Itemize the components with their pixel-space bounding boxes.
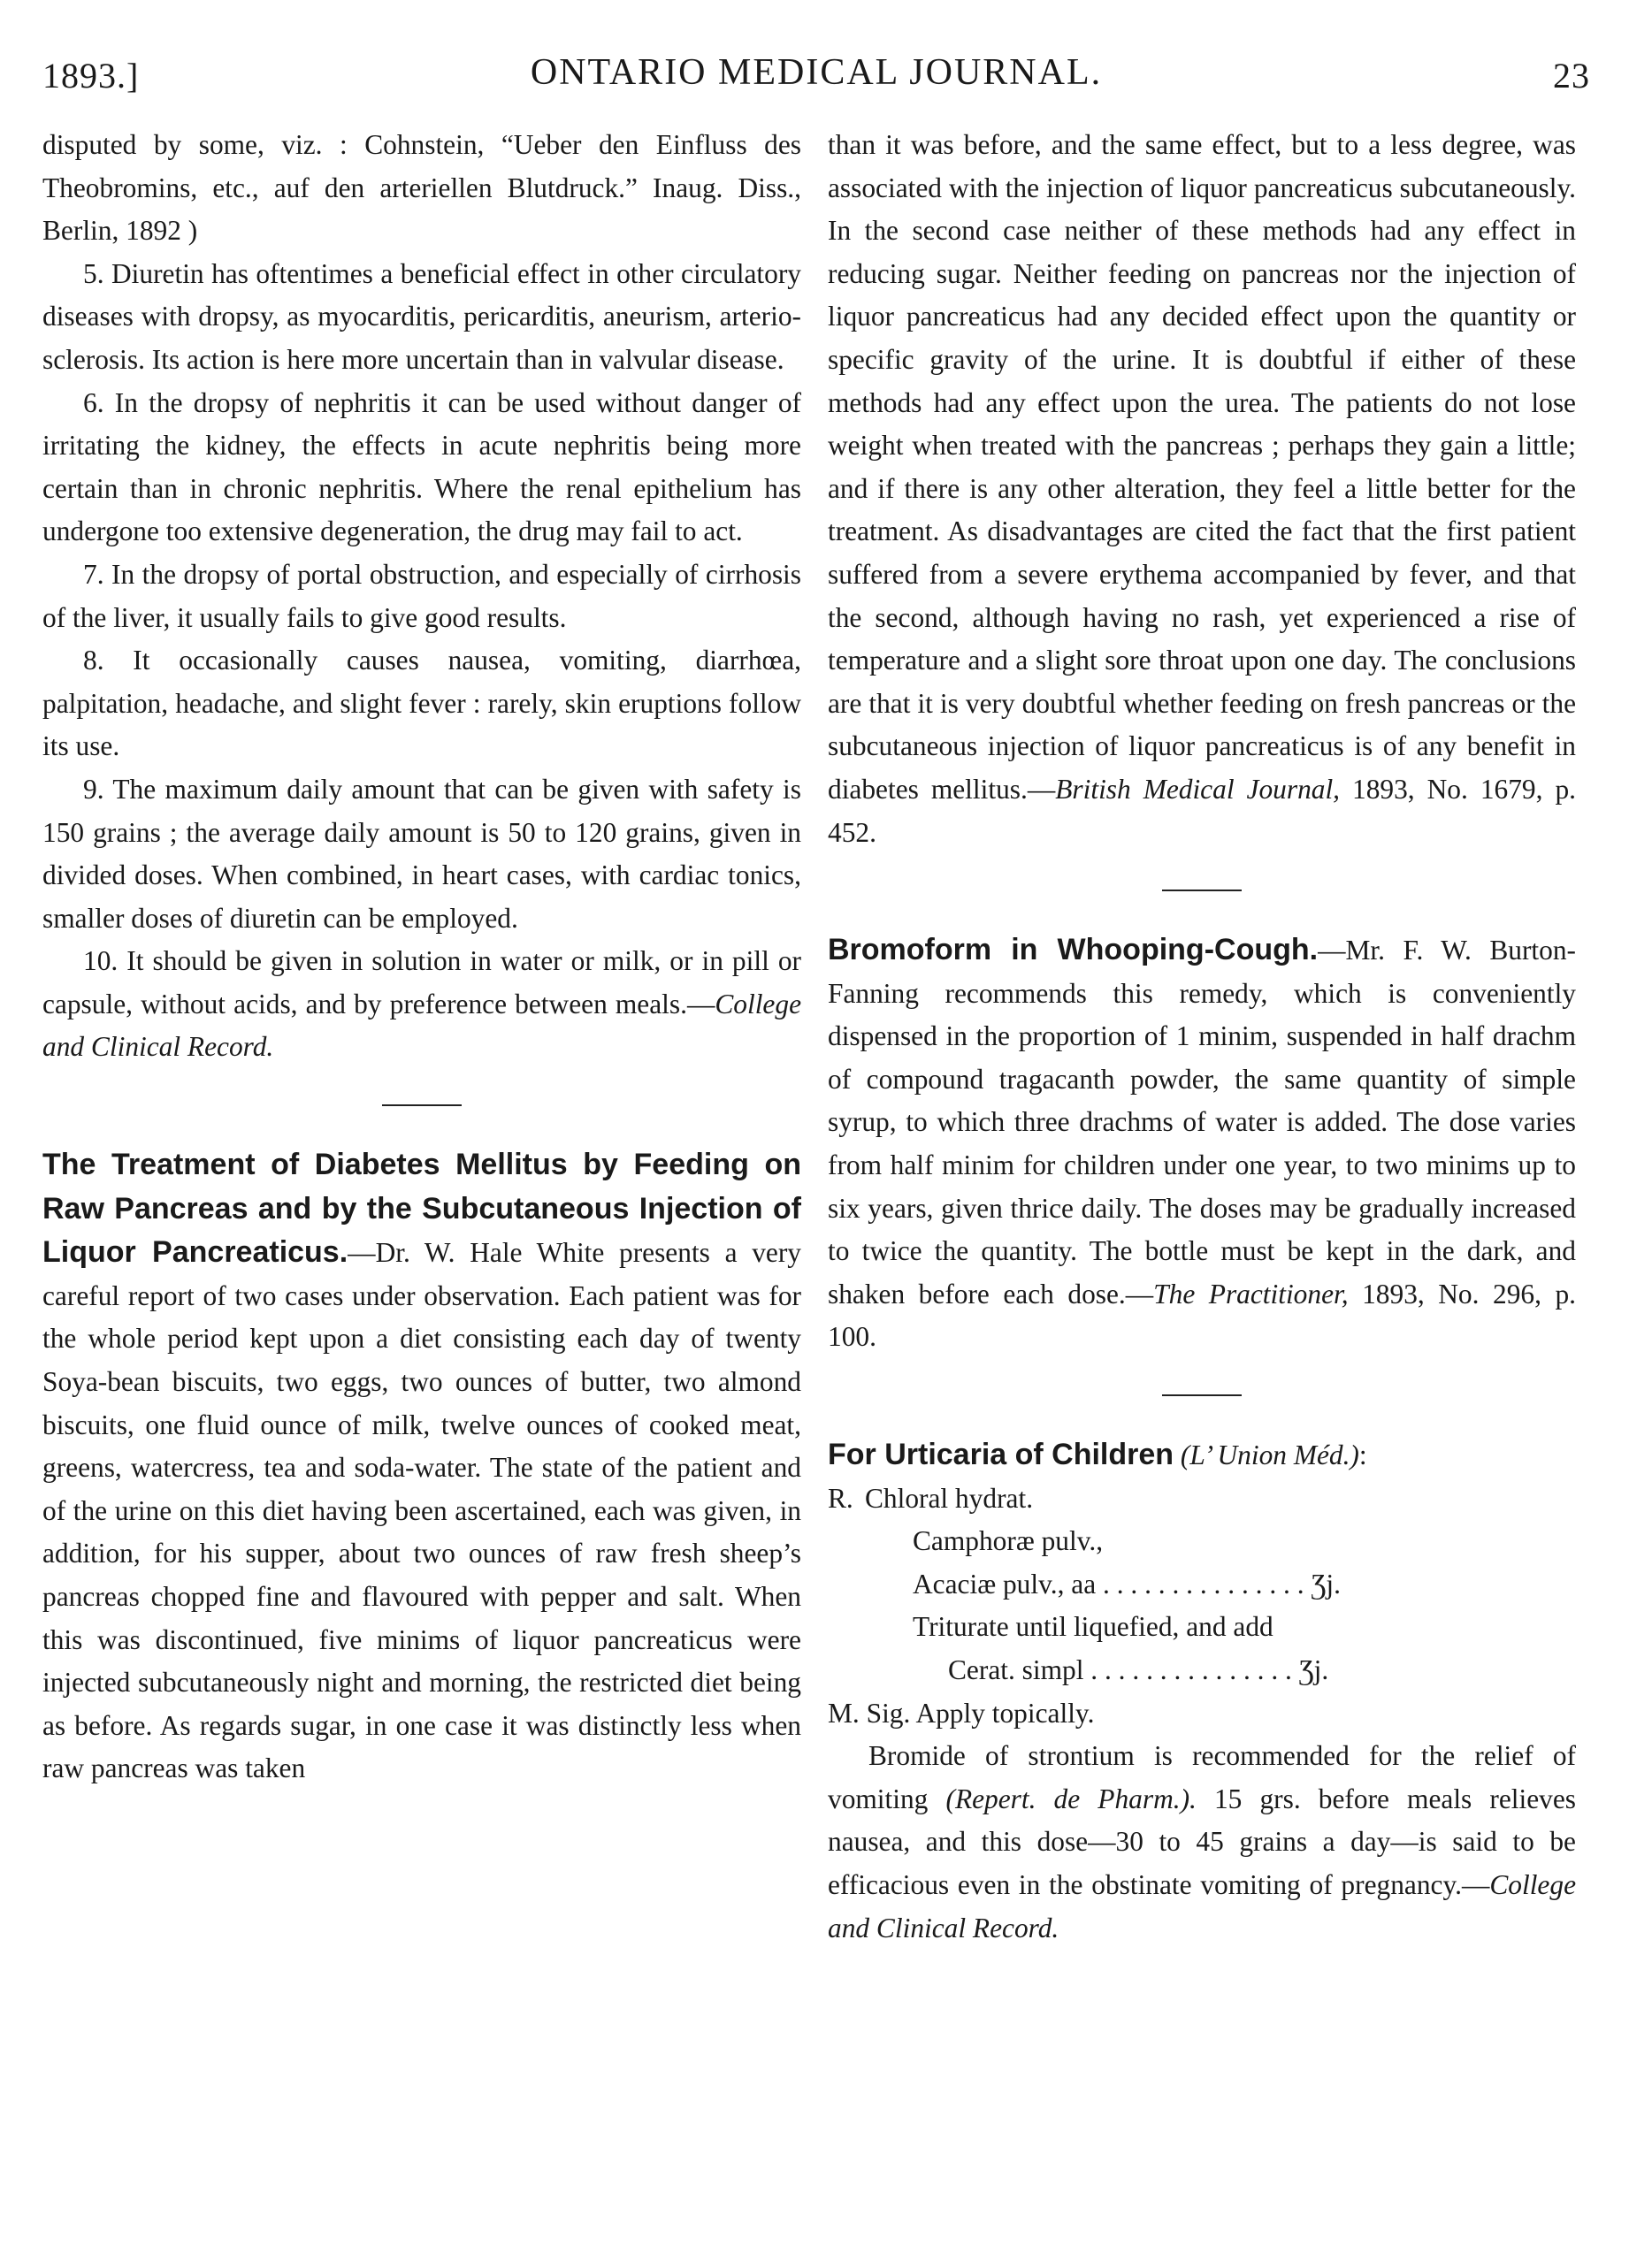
page-number: 23 [1553,56,1590,95]
bromoform-body: —Mr. F. W. Burton-Fanning recommends this remedy, which is conveniently dispensed in the proportion of 1 minim, suspended in half drachm of compound tragacanth powder, the same quantity of simple syrup, to which three drachms of water is added. The dose varies from half minim for children under one year, to two minims up to six years, given thrice daily. The doses may be gradually increased to twice the quantity. The bottle must be kept in the dark, and shaken before each dose.— [828,935,1576,1310]
header-year: 1893.] [42,56,140,95]
left-column [42,124,801,1791]
prescription [828,1478,1576,1521]
rx-line-3-text: Acaciæ pulv., aa . . . . . . . . . . . . . . . [913,1568,1304,1600]
bromoform-article [828,928,1576,1359]
rx-line-2: Camphoræ pulv., [913,1525,1104,1557]
diabetes-heading: The Treatment of Diabetes Mellitus by Feeding on Raw Pancreas and by the Subcutaneous Injection of Liquor Pancreaticus. [42,1148,801,1270]
diuretin-point-7: 7. In the dropsy of portal obstruction, and especially of cirrhosis of the liver, it usually fails to give good results. [42,558,801,633]
strontium-ref: (Repert. de Pharm.). [945,1783,1197,1814]
diuretin-point-10 [42,940,801,1069]
rx-symbol: R. [828,1482,853,1514]
section-divider [1162,890,1242,891]
rx-signature: M. Sig. Apply topically. [828,1697,1095,1729]
rx-line-4: Triturate until liquefied, and add [913,1611,1273,1643]
rx-line-5-text: Cerat. simpl . . . . . . . . . . . . . . . [948,1654,1292,1685]
urticaria-source: (L’ Union Méd.) [1180,1439,1359,1471]
strontium-text: Bromide of strontium is recommended for the relief of vomiting [828,1740,1576,1814]
point-10-text: 10. It should be given in solution in water or milk, or in pill or capsule, without acids, and by preference between meals.— [42,945,801,1019]
journal-title: ONTARIO MEDICAL JOURNAL. [530,52,1103,93]
right-column [828,124,1576,1950]
diabetes-article [42,1143,801,1791]
diuretin-point-5: 5. Diuretin has oftentimes a beneficial effect in other circulatory diseases with dropsy, as myocarditis, pericarditis, aneurism, arterio-sclerosis. Its action is here more uncertain than in valvular disease. [42,257,801,375]
diuretin-point-9: 9. The maximum daily amount that can be given with safety is 150 grains ; the average daily amount is 50 to 120 grains, given in divided doses. When combined, in heart cases, with cardiac tonics, smaller doses of diuretin can be employed. [42,773,801,934]
diuretin-point-6: 6. In the dropsy of nephritis it can be used without danger of irritating the kidney, the effects in acute nephritis being more certain than in chronic nephritis. Where the renal epithelium has undergone too extensive degeneration, the drug may fail to act. [42,386,801,547]
strontium-body: 15 grs. before meals relieves nausea, and this dose—30 to 45 grains a day—is said to be efficacious even in the obstinate vomiting of pregnancy.— [828,1783,1576,1900]
diuretin-continuation: disputed by some, viz. : Cohnstein, “Ueber den Einfluss des Theobromins, etc., auf den arteriellen Blutdruck.” Inaug. Diss., Berlin, 1892 ) [42,129,801,247]
diabetes-source: British Medical Journal, [1055,773,1341,805]
strontium-source: College and Clinical Record. [828,1868,1576,1943]
rx-line-5 [828,1649,1576,1692]
bromoform-source: The Practitioner, [1153,1278,1349,1310]
rx-line-3 [828,1563,1576,1607]
diabetes-body: —Dr. W. Hale White presents a very careful report of two cases under observation. Each patient was for the whole period kept upon a diet consisting each day of twenty Soya-bean biscuits, two eggs, two ounces of butter, two almond biscuits, one fluid ounce of milk, twelve ounces of cooked meat, greens, watercress, tea and soda-water. The state of the patient and of the urine on this diet having been ascertained, each was given, in addition, for his supper, about two ounces of raw fresh sheep’s pancreas chopped fine and flavoured with pepper and salt. When this was discontinued, five minims of liquor pancreaticus were injected subcutaneously night and morning, the restricted diet being as before. As regards sugar, in one case it was distinctly less when raw pancreas was taken [42,1237,801,1784]
rx-line-3-quantity: Ʒj. [1311,1568,1341,1600]
section-divider [382,1104,462,1106]
diabetes-continuation [828,124,1576,854]
point-10-source: College and Clinical Record. [42,988,801,1063]
diabetes-cont-text: than it was before, and the same effect, but to a less degree, was associated with the injection of liquor pancreaticus subcutaneously. In the second case neither of these methods had any effect in reducing sugar. Neither feeding on pancreas nor the injection of liquor pancreaticus had any decided effect upon the quantity or specific gravity of the urine. It is doubtful if either of these methods had any effect upon the urea. The patients do not lose weight when treated with the pancreas ; perhaps they gain a little; and if there is any other alteration, they feel a little better for the treatment. As disadvantages are cited the fact that the first patient suffered from a severe erythema accompanied by fever, and that the second, although having no rash, yet experienced a rise of temperature and a slight sore throat upon one day. The conclusions are that it is very doubtful whether feeding on fresh pancreas or the subcutaneous injection of liquor pancreaticus is of any benefit in diabetes mellitus.— [828,129,1576,805]
urticaria-heading: For Urticaria of Children [828,1438,1174,1472]
rx-line-5-quantity: Ʒj. [1298,1654,1329,1685]
diuretin-point-8: 8. It occasionally causes nausea, vomiting, diarrhœa, palpitation, headache, and slight fever : rarely, skin eruptions follow its use. [42,645,801,762]
bromoform-heading: Bromoform in Whooping-Cough. [828,933,1319,967]
bromoform-citation: 1893, No. 296, p. 100. [828,1278,1576,1353]
urticaria-colon: : [1358,1439,1367,1471]
rx-line-1: Chloral hydrat. [865,1482,1034,1514]
diabetes-citation: 1893, No. 1679, p. 452. [828,773,1576,848]
section-divider [1162,1394,1242,1396]
urticaria-title-line [828,1433,1576,1478]
strontium-article [828,1735,1576,1950]
running-head [42,44,1590,106]
